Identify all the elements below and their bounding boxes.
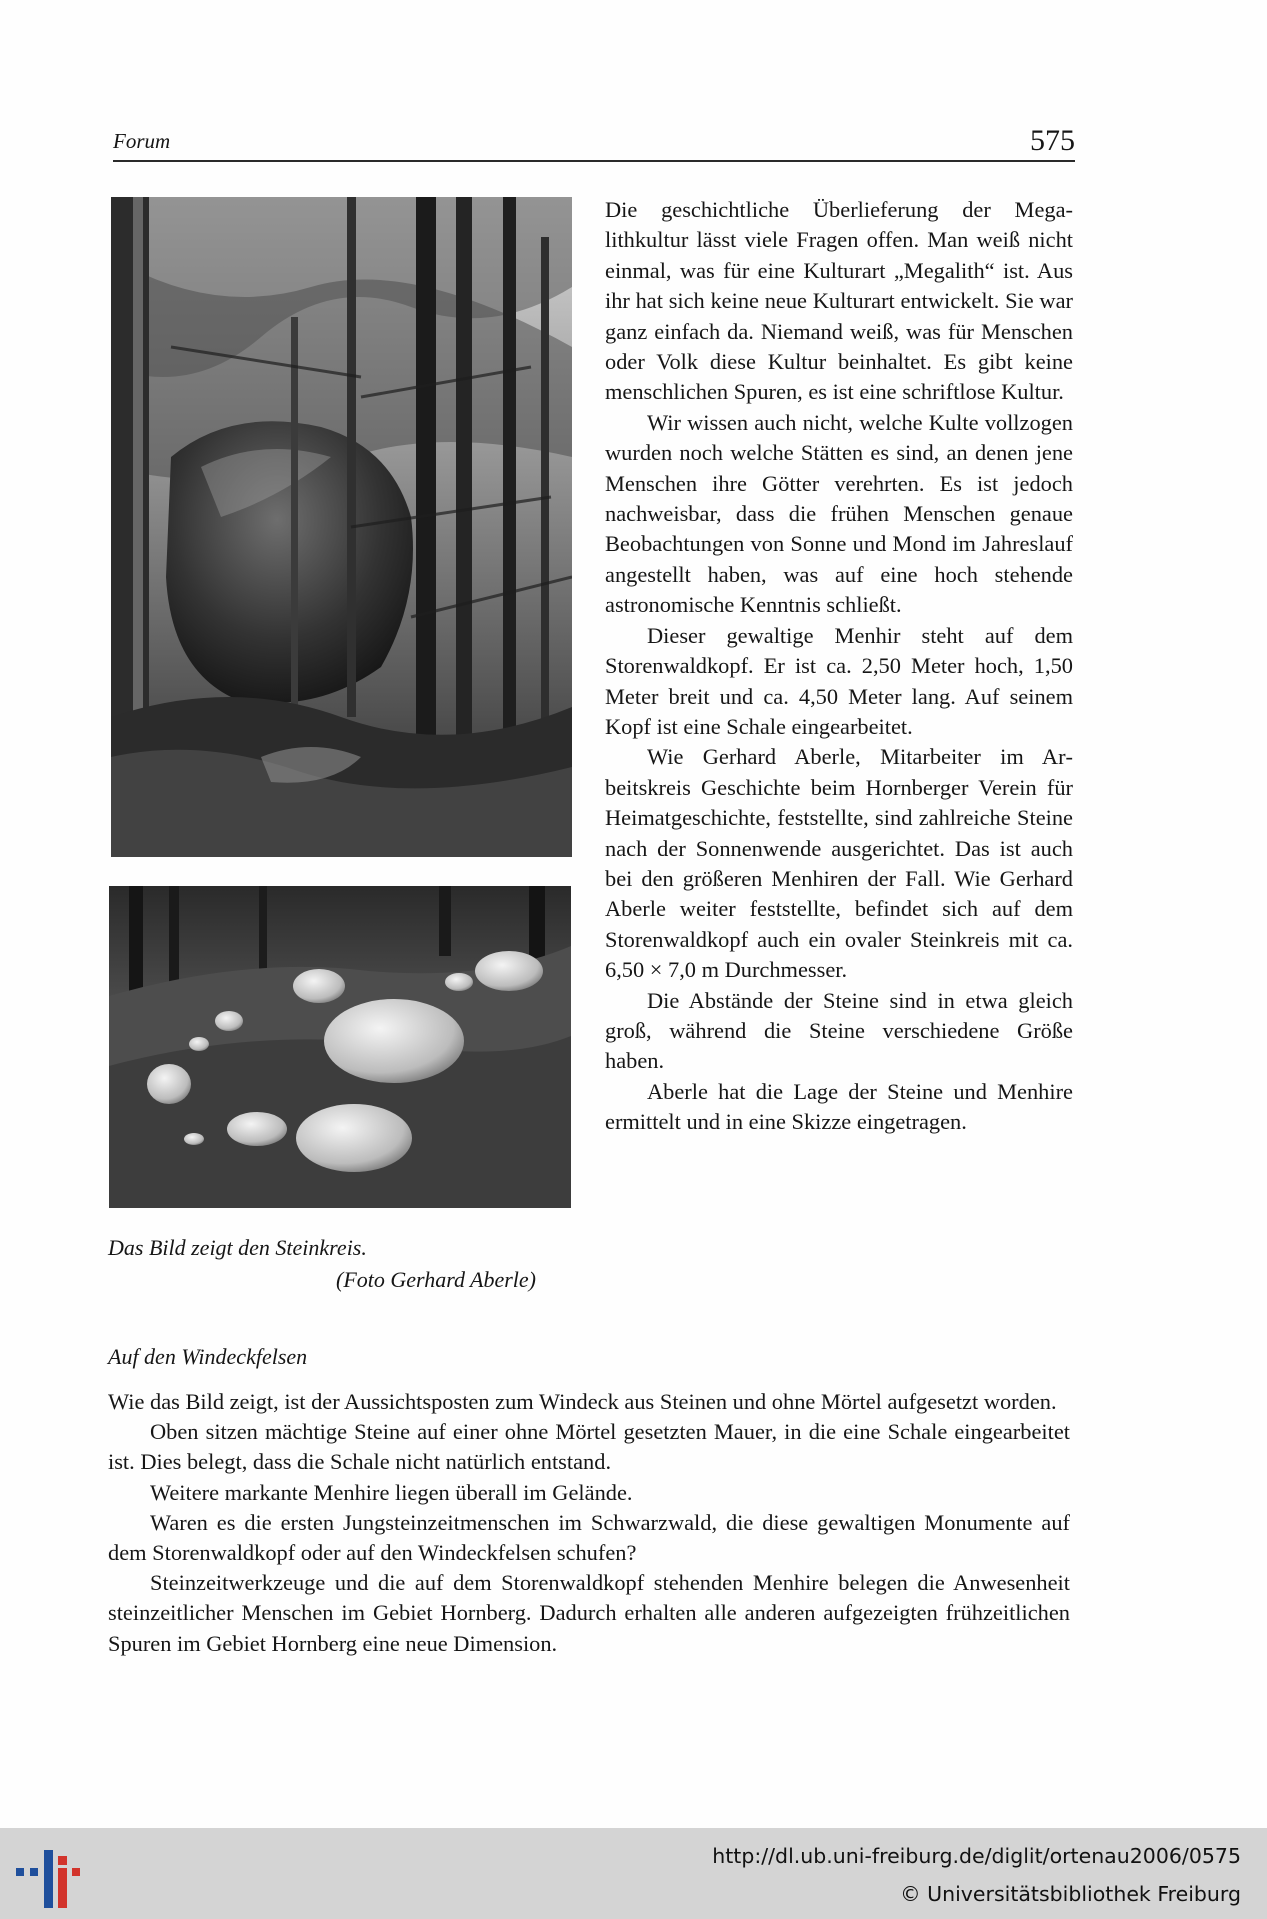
section-heading: Auf den Windeckfelsen bbox=[108, 1344, 308, 1369]
right-text-column bbox=[605, 195, 1073, 1138]
column-paragraph: Aberle hat die Lage der Steine und Menhire ermittelt und in eine Skizze eingetragen. bbox=[605, 1078, 1073, 1135]
library-logo-icon bbox=[14, 1842, 84, 1908]
photo-credit: (Foto Gerhard Aberle) bbox=[336, 1267, 537, 1292]
section-paragraph: Waren es die ersten Jungsteinzeitmenschen im Schwarzwald, die diese gewaltigen Monumente auf dem Storenwaldkopf oder auf den Windeckfelsen schufen? bbox=[108, 1509, 1070, 1566]
column-paragraph: Die geschichtliche Überlieferung der Megalithkultur lässt viele Fragen offen. Man weiß nicht einmal, was für eine Kulturart „Megalith“ ist. Aus ihr hat sich keine neue Kulturart entwickelt. Sie war ganz einfach da. Niemand weiß, was für Menschen oder Volk diese Kultur beinhaltet. Es gibt keine menschlichen Spuren, es ist eine schriftlose Kultur. bbox=[605, 197, 1073, 405]
column-paragraph: Wie Gerhard Aberle, Mitarbeiter im Arbeitskreis Geschichte beim Hornberger Verein für Heimatgeschichte, feststellte, sind zahlreiche Steine nach der Sonnenwende ausgerichtet. Das ist auch bei den größeren Menhiren der Fall. Wie Gerhard Aberle weiter feststellte, befindet sich auf dem Storenwaldkopf auch ein ovaler Steinkreis mit ca. 6,50 × 7,0 m Durchmesser. bbox=[605, 744, 1073, 983]
copyright-notice: © Universitätsbibliothek Freiburg bbox=[900, 1882, 1241, 1906]
running-header bbox=[113, 124, 1075, 162]
stone-circle-photo bbox=[109, 886, 571, 1208]
photo-caption: Das Bild zeigt den Steinkreis. bbox=[108, 1235, 367, 1260]
column-paragraph: Dieser gewaltige Menhir steht auf dem Storenwaldkopf. Er ist ca. 2,50 Meter hoch, 1,50 Meter breit und ca. 4,50 Meter lang. Auf seinem Kopf ist eine Schale eingearbeitet. bbox=[605, 622, 1073, 739]
page-number: 575 bbox=[1030, 124, 1075, 157]
permalink-link[interactable]: http://dl.ub.uni-freiburg.de/diglit/ortenau2006/0575 bbox=[712, 1844, 1241, 1868]
section-paragraph: Weitere markante Menhire liegen überall im Gelände. bbox=[150, 1479, 633, 1505]
column-paragraph: Wir wissen auch nicht, welche Kulte vollzogen wurden noch welche Stätten es sind, an denen jene Menschen ihre Götter verehrten. Es ist jedoch nachweisbar, dass die frühen Menschen genaue Beobachtungen von Sonne und Mond im Jahreslauf angestellt haben, was auf eine hoch stehende astronomische Kenntnis schließt. bbox=[605, 409, 1073, 618]
viewer-footer-bar bbox=[0, 1828, 1267, 1919]
section-paragraph: Wie das Bild zeigt, ist der Aussichtsposten zum Windeck aus Steinen und ohne Mörtel aufgesetzt worden. bbox=[108, 1389, 1057, 1414]
forest-menhir-photo bbox=[111, 197, 572, 857]
column-paragraph: Die Abstände der Steine sind in etwa gleich groß, während die Steine verschiedene Größe haben. bbox=[605, 987, 1073, 1074]
section-body bbox=[108, 1387, 1070, 1659]
running-header-title: Forum bbox=[113, 129, 171, 153]
section-paragraph: Steinzeitwerkzeuge und die auf dem Storenwaldkopf stehenden Menhire belegen die Anwesenheit steinzeitlicher Menschen im Gebiet Hornberg. Dadurch erhalten alle anderen aufgezeigten frühzeitlichen Spuren im Gebiet Hornberg eine neue Dimension. bbox=[108, 1570, 1070, 1656]
section-paragraph: Oben sitzen mächtige Steine auf einer ohne Mörtel gesetzten Mauer, in die eine Schale eingearbeitet ist. Dies belegt, dass die Schale nicht natürlich entstand. bbox=[108, 1419, 1070, 1475]
